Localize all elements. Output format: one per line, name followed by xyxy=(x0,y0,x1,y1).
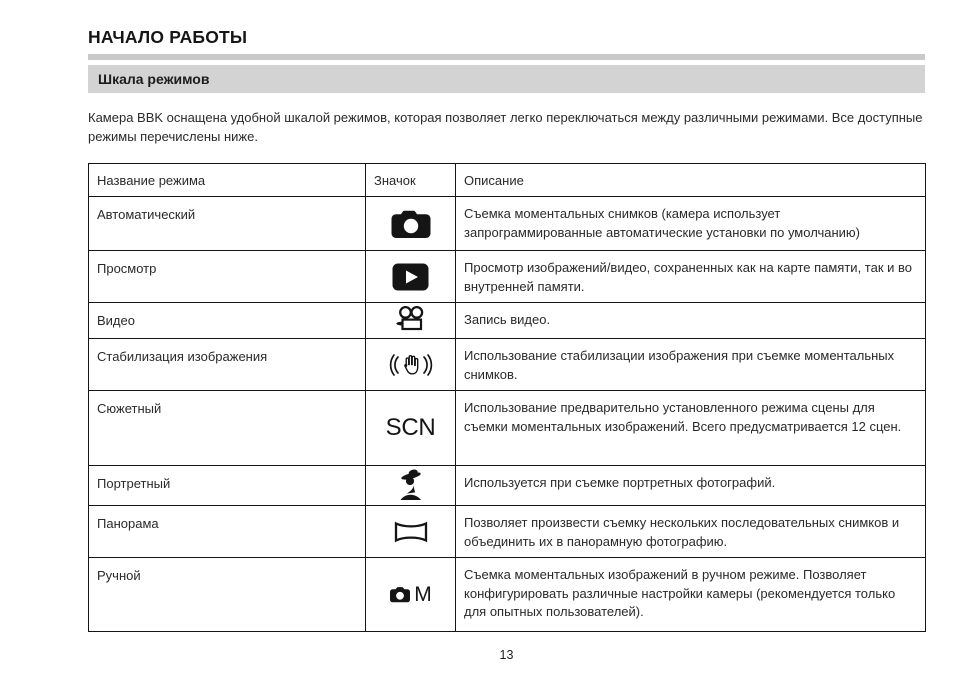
mode-description: Используется при съемке портретных фотографий. xyxy=(456,466,926,506)
play-icon xyxy=(392,263,429,291)
intro-paragraph: Камера BBK оснащена удобной шкалой режимов, которая позволяет легко переключаться между различными режимами. Все доступные режимы перечислены ниже. xyxy=(88,110,923,144)
panorama-icon xyxy=(393,519,429,545)
mode-icon-cell xyxy=(366,251,456,303)
camera-icon xyxy=(390,209,432,239)
table-header-row xyxy=(89,164,926,197)
mode-description: Съемка моментальных снимков (камера использует запрограммированные автоматические установки по умолчанию) xyxy=(456,197,926,251)
movie-camera-icon xyxy=(394,305,428,336)
mode-description: Запись видео. xyxy=(456,303,926,339)
mode-name: Просмотр xyxy=(89,251,366,303)
modes-table xyxy=(88,163,926,632)
mode-icon-cell xyxy=(366,391,456,466)
mode-icon-cell xyxy=(366,506,456,558)
mode-icon-cell xyxy=(366,197,456,251)
table-row xyxy=(89,466,926,506)
mode-description: Съемка моментальных изображений в ручном режиме. Позволяет конфигурировать различные настройки камеры (рекомендуется только для опытных пользователей). xyxy=(456,558,926,632)
mode-description: Позволяет произвести съемку нескольких последовательных снимков и объединить их в панорамную фотографию. xyxy=(456,506,926,558)
mode-name: Сюжетный xyxy=(89,391,366,466)
icon-text: M xyxy=(414,582,432,606)
column-header-icon: Значок xyxy=(366,164,456,197)
page-number: 13 xyxy=(499,648,514,662)
column-header-mode-name: Название режима xyxy=(89,164,366,197)
mode-description: Использование предварительно установленного режима сцены для съемки моментальных изображений. Всего предусматривается 12 сцен. xyxy=(456,391,926,466)
column-header-description: Описание xyxy=(456,164,926,197)
table-row xyxy=(89,506,926,558)
mode-icon-cell xyxy=(366,303,456,339)
section-header-bar xyxy=(88,65,925,93)
mode-name: Видео xyxy=(89,303,366,339)
table-row xyxy=(89,558,926,632)
camera-m-icon xyxy=(389,586,411,603)
mode-icon-cell xyxy=(366,558,456,632)
table-row xyxy=(89,303,926,339)
mode-name: Панорама xyxy=(89,506,366,558)
section-title: Шкала режимов xyxy=(98,71,210,87)
table-row xyxy=(89,197,926,251)
mode-name: Портретный xyxy=(89,466,366,506)
mode-icon-cell xyxy=(366,339,456,391)
table-row xyxy=(89,251,926,303)
mode-description: Просмотр изображений/видео, сохраненных как на карте памяти, так и во внутренней памяти. xyxy=(456,251,926,303)
title-divider xyxy=(88,54,925,60)
mode-name: Автоматический xyxy=(89,197,366,251)
mode-description: Использование стабилизации изображения при съемке моментальных снимков. xyxy=(456,339,926,391)
mode-name: Ручной xyxy=(89,558,366,632)
table-row xyxy=(89,391,926,466)
portrait-icon xyxy=(398,468,424,503)
modes-table-body xyxy=(89,197,926,632)
mode-name: Стабилизация изображения xyxy=(89,339,366,391)
icon-text: SCN xyxy=(385,414,436,441)
page-title: НАЧАЛО РАБОТЫ xyxy=(88,27,248,47)
mode-icon-cell xyxy=(366,466,456,506)
stabilization-hand-icon xyxy=(388,348,434,382)
table-row xyxy=(89,339,926,391)
